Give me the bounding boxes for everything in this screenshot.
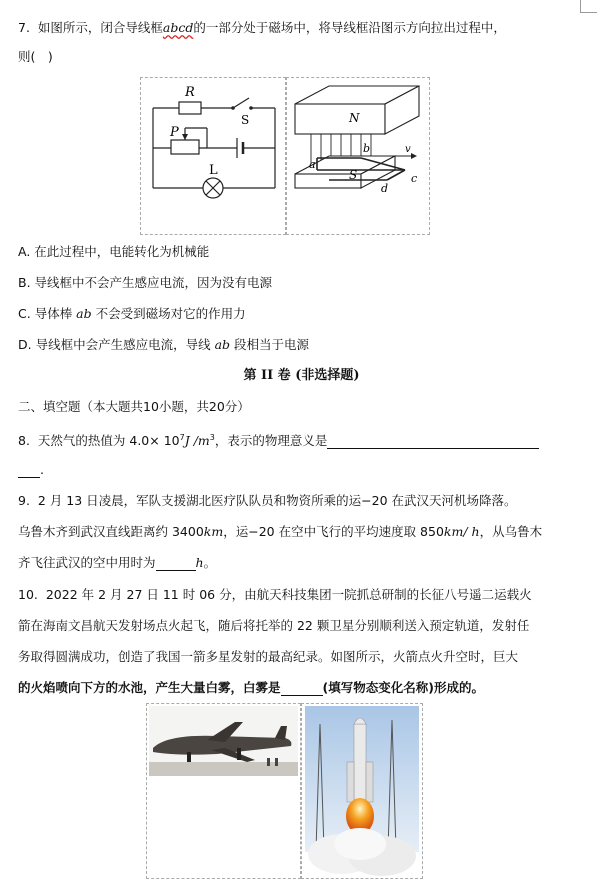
magnet-label-c: c [411,172,418,185]
q10-line2: 箭在海南文昌航天发射场点火起飞，随后将托举的 22 颗卫星分别顺利送入预定轨道，发射任 [18,618,530,633]
q8-answer-blank-cont[interactable] [18,464,40,478]
q7-option-a: A. 在此过程中，电能转化为机械能 [18,244,210,259]
q9-line3: 齐飞往武汉的空中用时为 h。 [18,555,217,570]
magnet-label-s: S [349,168,358,182]
q10-line3: 务取得圆满成功，创造了我国一箭多星发射的最高纪录。如图所示，火箭点火升空时，巨大 [18,649,519,664]
q7-option-b: B. 导线框中不会产生感应电流，因为没有电源 [18,275,273,290]
magnet-label-d: d [381,182,389,195]
q9-answer-blank[interactable] [156,557,196,571]
circuit-label-s: S [241,113,250,127]
circuit-label-p: P [170,125,179,140]
q7-stem: 7. 如图所示，闭合导线框abcd的一部分处于磁场中，将导线框沿图示方向拉出过程中， [18,20,506,35]
q7-figure-circuit [140,77,286,235]
q7-option-d: D. 导线框中会产生感应电流，导线 ab 段相当于电源 [18,337,310,352]
magnet-label-b: b [363,142,371,155]
q10-figure-airplane [146,703,301,879]
magnet-label-v: v [405,144,411,155]
q8-line1: 8. 天然气的热值为 $4.0\times 10^7J$ $/m^3$，表示的物理意义是 [18,430,539,449]
circuit-label-r: R [185,85,195,100]
section-heading: 二、填空题（本大题共10小题，共20分） [18,399,250,414]
volume-title: 第 II 卷 (非选择题) [243,368,360,383]
magnet-label-a: a [309,158,316,171]
q10-figure-rocket [301,703,423,879]
magnet-label-n: N [349,111,360,125]
q9-line1: 9. 2 月 13 日凌晨，军队支援湖北医疗队队员和物资所乘的运−20 在武汉天河机场降落。 [18,493,517,508]
q7-stem-line2: 则( ) [18,49,53,64]
page-corner-mark [580,0,597,13]
q10-line1: 10. 2022 年 2 月 27 日 11 时 06 分，由航天科技集团一院抓总研制的长征八号遥二运载火 [18,587,532,602]
q7-option-c: C. 导体棒 ab 不会受到磁场对它的作用力 [18,306,246,321]
q9-line2: 乌鲁木齐到武汉直线距离约 3400km，运−20 在空中飞行的平均速度取 850km/ h，从乌鲁木 [18,524,543,539]
q8-answer-blank[interactable] [327,435,539,449]
q7-figure-magnet [286,77,430,235]
q10-answer-blank[interactable] [281,682,323,696]
circuit-label-l: L [209,163,218,178]
q8-line2: . [18,462,44,478]
q10-line4: 的火焰喷向下方的水池，产生大量白雾，白雾是 (填写物态变化名称)形成的。 [18,680,484,695]
